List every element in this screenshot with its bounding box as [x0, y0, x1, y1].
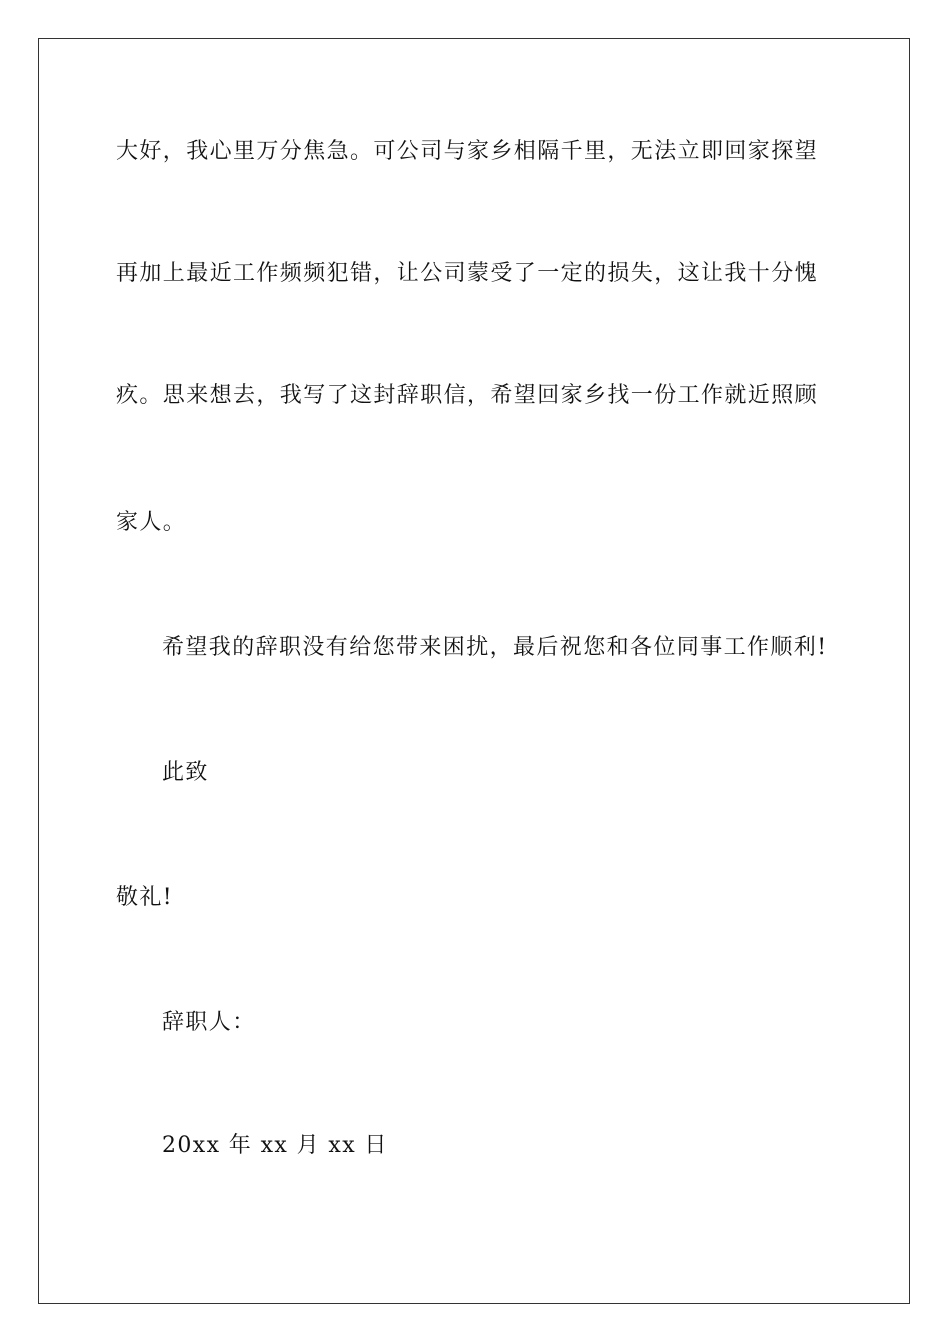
letter-date: 20xx 年 xx 月 xx 日 — [162, 1133, 388, 1158]
salutation-jing-li: 敬礼! — [116, 885, 174, 910]
signer-label: 辞职人： — [162, 1010, 256, 1035]
page-frame — [38, 38, 910, 1304]
salutation-ci-zhi: 此致 — [162, 760, 209, 785]
body-line-4: 家人。 — [116, 510, 187, 535]
body-line-2: 再加上最近工作频频犯错，让公司蒙受了一定的损失，这让我十分愧 — [116, 261, 819, 286]
closing-wish: 希望我的辞职没有给您带来困扰，最后祝您和各位同事工作顺利! — [162, 635, 828, 660]
body-line-1: 大好，我心里万分焦急。可公司与家乡相隔千里，无法立即回家探望 — [116, 139, 819, 164]
body-line-3: 疚。思来想去，我写了这封辞职信，希望回家乡找一份工作就近照顾 — [116, 383, 819, 408]
